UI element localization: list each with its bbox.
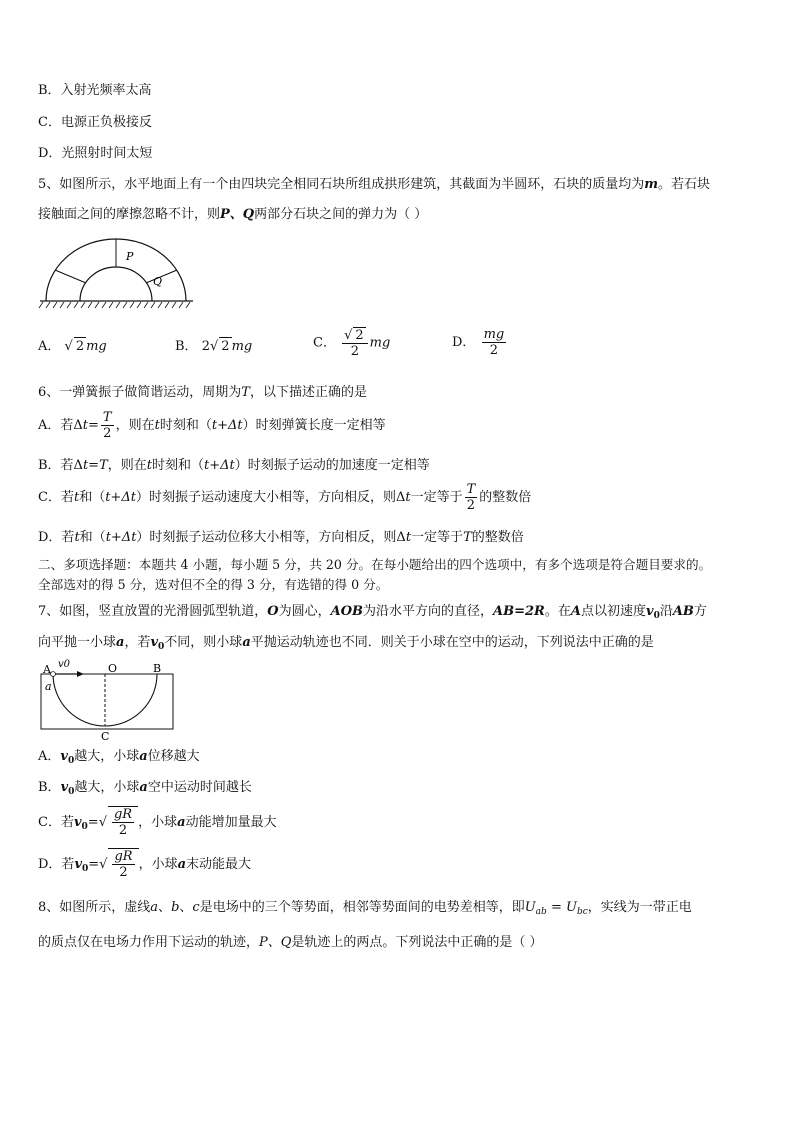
joint-left xyxy=(55,270,86,283)
label-ball-a: a xyxy=(45,680,52,693)
q5-option-c: C． √ $\frac{2}{2}$ mg xyxy=(313,327,390,359)
section2-line2: 全部选对的得 5 分，选对但不全的得 3 分，有选错的得 0 分。 xyxy=(38,577,389,592)
sqrt-symbol: √ 2 xyxy=(344,328,366,343)
sqrt-symbol: √ $\frac{gR}{2}$ xyxy=(99,815,138,830)
q6-option-d: D．若t和（t+Δt）时刻振子运动位移大小相等，方向相反，则Δt一定等于T的整数倍 xyxy=(38,530,524,545)
q4-option-b: B．入射光频率太高 xyxy=(38,83,152,98)
inner-arc xyxy=(80,267,152,301)
label-c: C xyxy=(101,730,110,742)
q7-option-a: A．$v_0$越大，小球a位移越大 xyxy=(38,749,200,766)
sqrt-symbol: √ 2 xyxy=(210,339,232,354)
q6-stem: 6、一弹簧振子做简谐运动，周期为T，以下描述正确的是 xyxy=(38,385,367,400)
label-q: Q xyxy=(153,275,163,288)
q5-option-b: B． 2√ 2 mg xyxy=(175,337,252,356)
q5-option-a: A． √ 2 mg xyxy=(38,337,107,356)
q5-stem-line1: 5、如图所示，水平地面上有一个由四块完全相同石块所组成拱形建筑，其截面为半圆环，石块的质量均为m。若石块 xyxy=(38,177,711,192)
label-a-point: A xyxy=(43,663,51,676)
q6-option-a: A．若Δt= $\frac{T}{2}$ ，则在t时刻和（t+Δt）时刻弹簧长度一定相等 xyxy=(38,410,386,441)
q7-option-c: C．若$v_0=$ √ $\frac{gR}{2}$ ，小球a动能增加量最大 xyxy=(38,806,277,838)
q5-stem-line2: 接触面之间的摩擦忽略不计，则P、Q两部分石块之间的弹力为（ ） xyxy=(38,207,428,222)
ball-a xyxy=(51,672,56,677)
sqrt-symbol: √ $\frac{gR}{2}$ xyxy=(99,857,138,872)
q6-option-b: B．若Δt=T，则在t时刻和（t+Δt）时刻振子运动的加速度一定相等 xyxy=(38,458,430,473)
q4-option-d: D．光照射时间太短 xyxy=(38,146,153,161)
q5-option-d: D． $\frac{mg}{2}$ xyxy=(452,327,505,358)
q6-option-c: C．若t和（t+Δt）时刻振子运动速度大小相等，方向相反，则Δt一定等于 $\frac{T}{2}$ 的整数倍 xyxy=(38,482,532,513)
q4-option-c: C．电源正负极接反 xyxy=(38,115,152,130)
q8-stem-line2: 的质点仅在电场力作用下运动的轨迹，P、Q是轨迹上的两点。下列说法中正确的是（ ） xyxy=(38,935,543,950)
label-o: O xyxy=(108,662,118,675)
section2-line1: 二、多项选择题：本题共 4 小题，每小题 5 分，共 20 分。在每小题给出的四个选项中，有多个选项是符合题目要求的。 xyxy=(38,557,712,572)
q7-option-b: B．$v_0$越大，小球a空中运动时间越长 xyxy=(38,780,252,797)
label-b: B xyxy=(153,662,162,675)
q7-stem-line1: 7、如图，竖直放置的光滑圆弧型轨道，O为圆心，AOB为沿水平方向的直径，AB=2R。在A点以初速度$v_0$沿AB方 xyxy=(38,604,707,621)
label-p: P xyxy=(126,250,134,263)
q8-stem-line1: 8、如图所示，虚线a、b、c是电场中的三个等势面，相邻等势面间的电势差相等，即$U_{ab} = U_{bc}$，实线为一带正电 xyxy=(38,900,692,917)
ground-hatch xyxy=(39,302,190,308)
velocity-arrow-head xyxy=(77,671,84,677)
q7-track-figure xyxy=(38,657,178,742)
q7-option-d: D．若$v_0=$ √ $\frac{gR}{2}$ ，小球a末动能最大 xyxy=(38,848,251,880)
sqrt-symbol: √ 2 xyxy=(65,339,87,354)
q5-arch-figure xyxy=(38,235,198,310)
label-v0: v0 xyxy=(58,659,71,670)
q7-stem-line2: 向平抛一小球a，若$v_0$不同，则小球a平抛运动轨迹也不同．则关于小球在空中的运动，下列说法中正确的是 xyxy=(38,635,654,652)
